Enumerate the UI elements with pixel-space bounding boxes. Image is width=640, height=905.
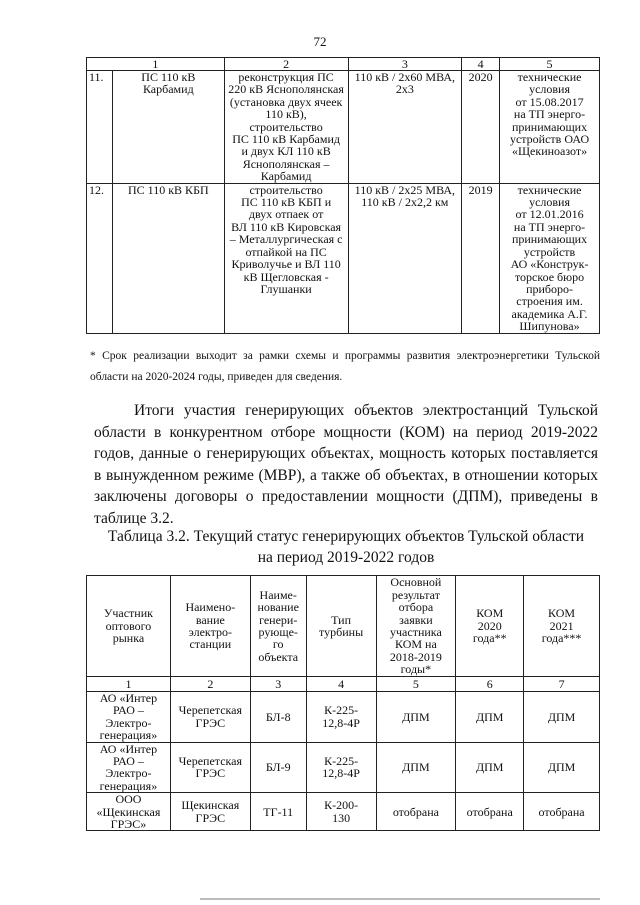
header-cell: Основной результат отбора заявки участника КОМ на 2018-2019 годы* [376, 576, 456, 677]
column-number-row [87, 677, 600, 692]
header-cell: 5 [500, 58, 600, 71]
kom-result-2018-2019: отобрана [376, 793, 456, 831]
unit-name: БЛ-9 [250, 742, 306, 793]
turbine-type: К-225- 12,8-4Р [306, 742, 376, 793]
market-participant: ООО «Щекинская ГРЭС» [87, 793, 171, 831]
column-number: 4 [306, 677, 376, 692]
column-number: 2 [170, 677, 250, 692]
capacity: 110 кВ / 2х25 МВА, 110 кВ / 2х2,2 км [348, 183, 462, 333]
column-number: 5 [376, 677, 456, 692]
kom-result-2018-2019: ДПМ [376, 742, 456, 793]
table-header-row [87, 58, 600, 71]
station-name: Черепетская ГРЭС [170, 692, 250, 743]
table-caption: Таблица 3.2. Текущий статус генерирующих объектов Тульской области на период 2019-2022 годов [107, 528, 585, 566]
kom-2020: отобрана [456, 793, 524, 831]
kom-2021: отобрана [524, 793, 600, 831]
table-header-row [87, 576, 600, 677]
header-cell: КОМ 2021 года*** [524, 576, 600, 677]
body-paragraph: Итоги участия генерирующих объектов электростанций Тульской области в конкурентном отборе мощности (КОМ) на период 2019-2022 годов, данные о генерирующих объектах, мощность которых поставляется в вынужденном режиме (МВР), а также об объектах, в отношении которых заключены договоры о предоставлении мощности (ДПМ), приведены в таблице 3.2. [94, 402, 598, 527]
column-number: 6 [456, 677, 524, 692]
substation-table [86, 57, 600, 334]
scan-edge-divider [200, 898, 600, 900]
substation-name: ПС 110 кВ КБП [112, 183, 224, 333]
column-number: 1 [87, 677, 171, 692]
header-cell: 1 [87, 58, 225, 71]
table-row [87, 71, 600, 184]
turbine-type: К-225- 12,8-4Р [306, 692, 376, 743]
unit-name: ТГ-11 [250, 793, 306, 831]
work-description: реконструкция ПС 220 кВ Яснополянская (установка двух ячеек 110 кВ), строительство ПС 110 кВ Карбамид и двух КЛ 110 кВ Яснополянская – Карбамид [224, 71, 348, 184]
header-cell: Участник оптового рынка [87, 576, 171, 677]
column-number: 3 [250, 677, 306, 692]
conditions: технические условия от 12.01.2016 на ТП энерго- принимающих устройств АО «Конструк- торское бюро приборо- строения им. академика А.Г. Шипунова» [500, 183, 600, 333]
year: 2020 [462, 71, 500, 184]
conditions: технические условия от 15.08.2017 на ТП энерго- принимающих устройств ОАО «Щекиноазот» [500, 71, 600, 184]
station-name: Черепетская ГРЭС [170, 742, 250, 793]
kom-result-2018-2019: ДПМ [376, 692, 456, 743]
header-cell: Наиме- нование генери- рующе- го объекта [250, 576, 306, 677]
station-name: Щекинская ГРЭС [170, 793, 250, 831]
substation-name: ПС 110 кВ Карбамид [112, 71, 224, 184]
year: 2019 [462, 183, 500, 333]
header-cell: Тип турбины [306, 576, 376, 677]
column-number: 7 [524, 677, 600, 692]
header-cell: 4 [462, 58, 500, 71]
market-participant: АО «Интер РАО – Электро- генерация» [87, 692, 171, 743]
row-number: 12. [87, 183, 113, 333]
table-row [87, 183, 600, 333]
kom-2021: ДПМ [524, 742, 600, 793]
header-cell: 3 [348, 58, 462, 71]
generation-status-table [86, 575, 600, 831]
table-row [87, 692, 600, 743]
kom-2021: ДПМ [524, 692, 600, 743]
header-cell: КОМ 2020 года** [456, 576, 524, 677]
kom-2020: ДПМ [456, 692, 524, 743]
turbine-type: К-200- 130 [306, 793, 376, 831]
header-cell: Наимено- вание электро- станции [170, 576, 250, 677]
work-description: строительство ПС 110 кВ КБП и двух отпаек от ВЛ 110 кВ Кировская – Металлургическая с отпайкой на ПС Криволучье и ВЛ 110 кВ Щегловская - Глушанки [224, 183, 348, 333]
footnote: * Срок реализации выходит за рамки схемы и программы развития электроэнергетики Тульской области на 2020-2024 годы, приведен для сведения. [90, 350, 600, 383]
table-row [87, 742, 600, 793]
market-participant: АО «Интер РАО – Электро- генерация» [87, 742, 171, 793]
unit-name: БЛ-8 [250, 692, 306, 743]
kom-2020: ДПМ [456, 742, 524, 793]
row-number: 11. [87, 71, 113, 184]
table-row [87, 793, 600, 831]
header-cell: 2 [224, 58, 348, 71]
page-number: 72 [313, 34, 327, 49]
capacity: 110 кВ / 2х60 МВА, 2х3 [348, 71, 462, 184]
